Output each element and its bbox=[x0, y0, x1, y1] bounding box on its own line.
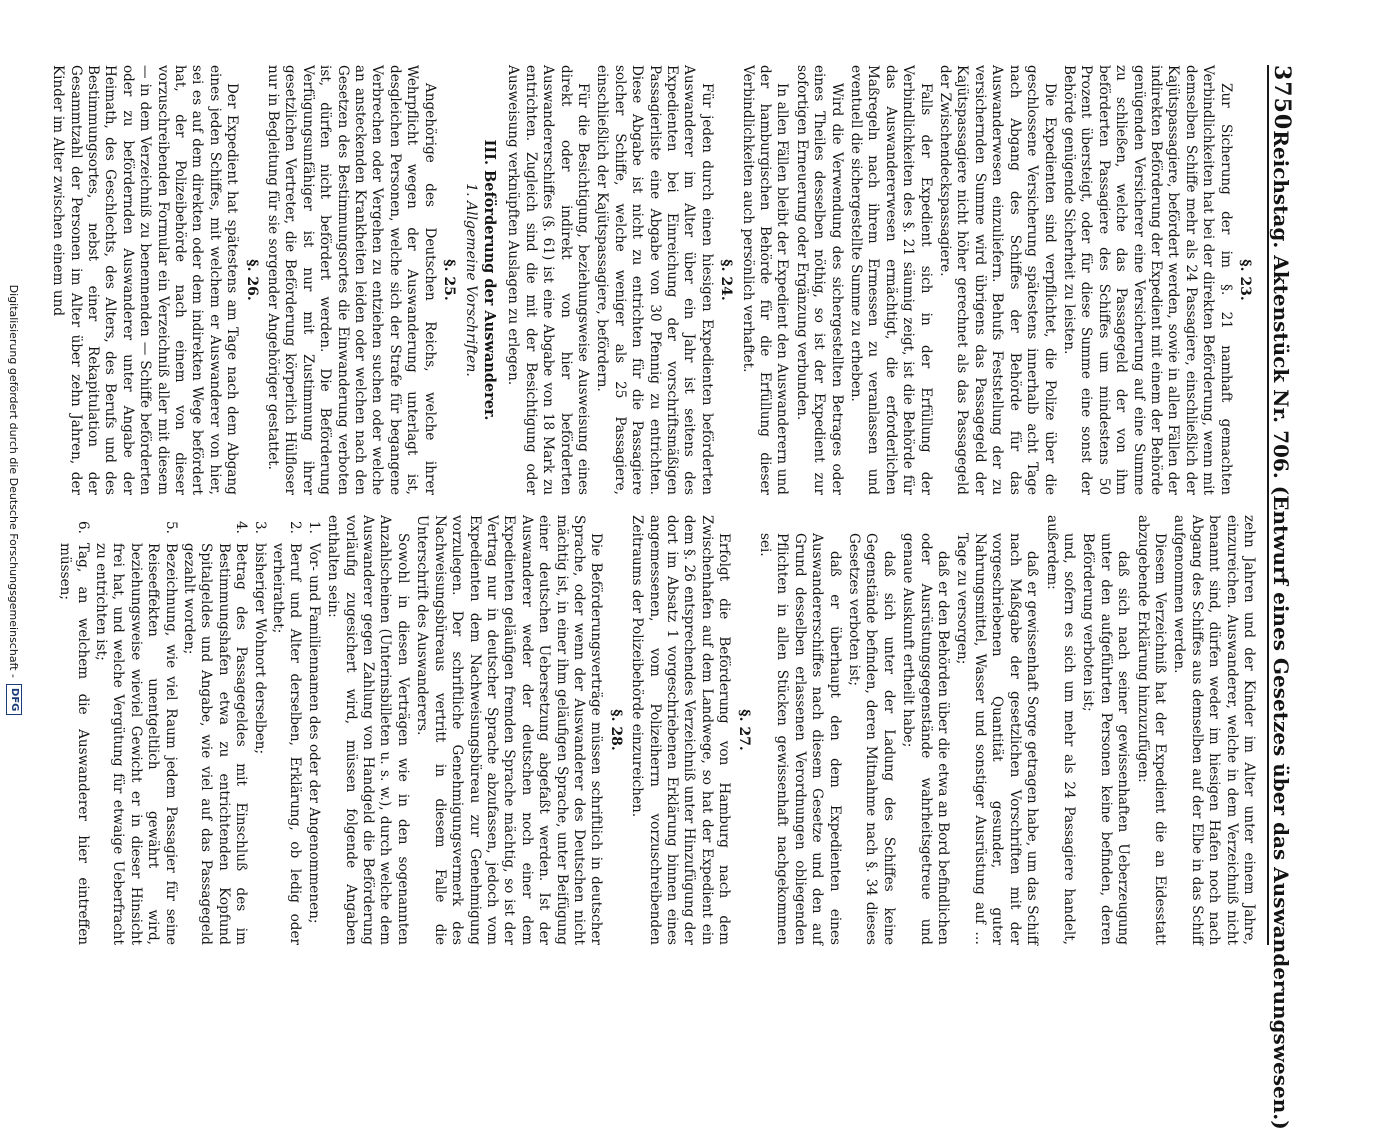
paragraph: Die Beförderungsverträge müssen schriftlich in deutscher Sprache, oder wenn der Auswanderer des Deutschen nicht mächtig ist, in einer ihm geläufigen Sprache, unter Beifügung einer deutschen Uebersetzung abgefaßt werden. Ist der Auswanderer weder der deutschen noch einer dem Expedienten geläufigen fremden Sprache mächtig, so ist der Vertrag nur in deutscher Sprache abzufassen, jedoch vom Expedienten dem Nachweisungsbüreau zur Genehmigung vorzulegen. Der schriftliche Genehmigungsvermerk des Nachweisungsbüreaus vertritt in diesem Falle die Unterschrift des Auswanderers. bbox=[414, 515, 605, 945]
list-item: 6. Tag, an welchem die Auswanderer hier eintreffen müssen; bbox=[57, 521, 91, 945]
paragraph: und, sofern es sich um mehr als 24 Passagiere handelt, außerdem: bbox=[1043, 515, 1077, 945]
paragraph: daß er überhaupt den dem Expedienten eines Auswandererschiffes nach diesem Gesetze und den auf Grund desselben erlassenen Verordnungen obliegenden Pflichten in allen Stücken gewissenhaft nachgekommen sei. bbox=[757, 533, 843, 945]
part-heading: III. Beförderung der Auswanderer. bbox=[480, 139, 498, 421]
section-heading: §. 26. bbox=[243, 259, 260, 301]
paragraph: Diesem Verzeichniß hat der Expedient die an Eidesstatt abzugebende Erklärung hinzuzufügen: bbox=[1134, 515, 1168, 945]
paragraph: Erfolgt die Beförderung von Hamburg nach dem Zwischenhafen auf dem Landwege, so hat der Expedient ein dem §. 26 entsprechendes Verzeichniß unter Hinzufügung der dort im Absatz 1 vorgeschriebenen Erklärung binnen eines angemessenen, vom Polizeiherrn vorzuschreibenden Zeitraums der Polizeibehörde einzureichen. bbox=[629, 515, 733, 945]
paragraph: In allen Fällen bleibt der Expedient den Auswanderern und der hamburgischen Behörde für die Erfüllung dieser Verbindlichkeiten auch persönlich verhaftet. bbox=[739, 65, 791, 495]
part-subheading: 1. Allgemeine Vorschriften. bbox=[462, 183, 479, 377]
list-item: 3. bisheriger Wohnort derselben; bbox=[251, 521, 268, 755]
dfg-logo: DFG bbox=[6, 684, 22, 715]
paragraph: Der Expedient hat spätestens am Tage nach dem Abgang eines jeden Schiffes, mit welchem er Auswanderer von hier, sei es auf dem direkten oder dem indirekten Wege befördert hat, der Polizeibehörde nach einem von dieser vorzuschreibenden Formular ein Verzeichniß aller mit diesem — in dem Verzeichniß zu benennenden — Schiffe beförderten oder zu befördernden Auswanderer unter Angabe der Heimath, des Geschlechts, des Alters, des Berufs und des Bestimmungsortes, nebst einer Rekapitulation der Gesammtzahl der Personen im Alter über zehn Jahren, der Kinder im Alter zwischen einem und bbox=[50, 65, 241, 495]
page-title: Reichstag. Aktenstück Nr. 706. (Entwurf eines Gesetzes über das Auswanderungswesen.) bbox=[1269, 130, 1293, 1130]
page-number: 3750 bbox=[1269, 65, 1295, 131]
paragraph: Sowohl in diesen Verträgen wie in den sogenannten Anzahlscheinen (Unterinsbilleten u. s. w.), durch welche dem Auswanderer gegen Zahlung von Handgeld die Beförderung vorläufig zugesichert wird, müssen folgende Angaben enthalten sein: bbox=[325, 515, 411, 945]
section-heading: §. 28. bbox=[607, 709, 624, 751]
paragraph: Die Expedienten sind verpflichtet, die Polize über die geschlossene Versicherung spätestens innerhalb acht Tage nach Abgang des Schiffes der Behörde für das Auswanderwesen einzuliefern. Behufs Feststellung der zu versichernden Summe wird übrigens das Passagegeld der Kajütspassagiere nicht höher gerechnet als das Passagegeld der Zwischendeckspassagiere. bbox=[937, 65, 1058, 495]
paragraph: Wird die Verwendung des sichergestellten Betrages oder eines Theiles desselben nöthig, so ist der Expedient zur sofortigen Erneuerung oder Ergänzung verbunden. bbox=[793, 65, 845, 495]
paragraph: daß er den Behörden über die etwa an Bord befindlichen oder Ausrüstungsgegenstände wahrheitsgetreue und genaue Auskunft ertheilt habe; bbox=[900, 533, 952, 945]
list-item: 2. Beruf und Alter derselben, Erklärung, ob ledig oder verheirathet; bbox=[270, 521, 304, 945]
paragraph: Für die Besichtigung, beziehungsweise Ausweisung eines direkt oder indirekt von hier beförderten Auswandererschiffes (§. 61) ist eine Abgabe von 18 Mark zu entrichten. Zugleich sind die mit der Besichtigung oder Ausweisung verknüpften Auslagen zu erlegen. bbox=[505, 65, 591, 495]
paragraph: Falls der Expedient sich in der Erfüllung der Verbindlichkeiten des §. 21 säumig zeigt, ist die Behörde für das Auswandererwesen ermächtigt, die erforderlichen Maßregeln nach ihrem Ermessen zu veranlassen und eventuell die sichergestellte Summe zu erheben. bbox=[848, 65, 934, 495]
section-heading: §. 27. bbox=[735, 709, 752, 751]
page-header bbox=[1267, 65, 1305, 1130]
paragraph: daß sich nach seiner gewissenhaften Ueberzeugung unter den aufgeführten Personen keine befinden, deren Beförderung verboten ist; bbox=[1080, 533, 1132, 945]
section-heading: §. 23. bbox=[1237, 259, 1253, 301]
list-item: 5. Bezeichnung, wie viel Raum jedem Passagier für seine Reiseeffekten unentgeltlich gewährt wird, beziehungsweise wieviel Gewicht er in dieser Hinsicht frei hat, und welche Vergütung für etwaige Ueberfracht zu entrichten ist; bbox=[93, 521, 179, 945]
paragraph: zehn Jahren und der Kinder im Alter unter einem Jahre, einzureichen. Auswanderer, welche in dem Verzeichniß nicht benannt sind, dürfen weder im hiesigen Hafen noch nach Abgang des Schiffes aus demselben auf der Elbe in das Schiff aufgenommen werden. bbox=[1171, 515, 1257, 945]
paragraph: daß er gewissenhaft Sorge getragen habe, um das Schiff nach Maßgabe der gesetzlichen Vorschriften mit der vorgeschriebenen Quantität gesunder, guter Nahrungsmittel, Wasser und sonstiger Ausrüstung auf … Tage zu versorgen; bbox=[954, 533, 1041, 945]
list-item: 1. Vor- und Familiennamen des oder der Angenommenen; bbox=[305, 521, 322, 924]
requirements-list bbox=[56, 515, 322, 945]
paragraph: Angehörige des Deutschen Reichs, welche ihrer Wehrpflicht wegen der Auswanderung unterlagt ist, desgleichen Personen, welche sich der Strafe für begangene Verbrechen oder Vergehen zu entziehen suchen oder welche an ansteckenden Krankheiten leiden oder welchen nach den Gesetzen des Bestimmungsortes die Einwanderung verboten ist, dürfen nicht befördert werden. Die Beförderung Verfügungsunfähiger ist nur mit Zustimmung ihrer gesetzlichen Vertreter, die Beförderung körperlich Hülfloser nur in Begleitung für sie sorgender Angehöriger gestattet. bbox=[265, 65, 438, 495]
section-heading: §. 25. bbox=[441, 259, 458, 301]
footer-text: Digitalisierung gefördert durch die Deutsche Forschungsgemeinschaft - bbox=[7, 284, 21, 679]
left-column bbox=[47, 65, 1257, 495]
list-item: 4. Betrag des Passagegeldes mit Einschluß des im Bestimmungshafen etwa zu entrichtenden Kopfund Spitalgeldes und Angabe, wie viel auf das Passagegeld gezahlt worden; bbox=[181, 521, 250, 945]
paragraph: daß sich unter der Ladung des Schiffes keine Gegenstände befinden, deren Mitnahme nach §. 34 dieses Gesetzes verboten ist; bbox=[846, 533, 897, 945]
digitization-footer bbox=[3, 0, 25, 1000]
paragraph: Für jeden durch einen hiesigen Expedienten beförderten Auswanderer im Alter über ein Jahr ist seitens des Expedienten bei Einreichung der vorschriftsmäßigen Passagierliste eine Abgabe von 30 Pfennig zu entrichten. Diese Abgabe ist nicht zu entrichten für die Passagiere solcher Schiffe, welche weniger als 25 Passagiere, einschließlich der Kajütspassagiere, befördern. bbox=[594, 65, 715, 495]
right-column bbox=[54, 515, 1257, 945]
paragraph: Zur Sicherung der im §. 21 namhaft gemachten Verbindlichkeiten hat bei der direkten Beförderung, wenn mit demselben Schiffe mehr als 24 Passagiere, einschließlich der Kajütspassagiere, befördert werden, sowie in allen Fällen der indirekten Beförderung der Expedient mit einem der Behörde genügenden Versicherer eine Versicherung auf eine Summe zu schließen, welche das Passagegeld der von ihm beförderten Passagiere des Schiffes um mindestens 50 Prozent übersteigt, oder für diese Summe eine sonst der Behörde genügende Sicherheit zu leisten. bbox=[1060, 65, 1234, 495]
section-heading: §. 24. bbox=[718, 259, 735, 301]
